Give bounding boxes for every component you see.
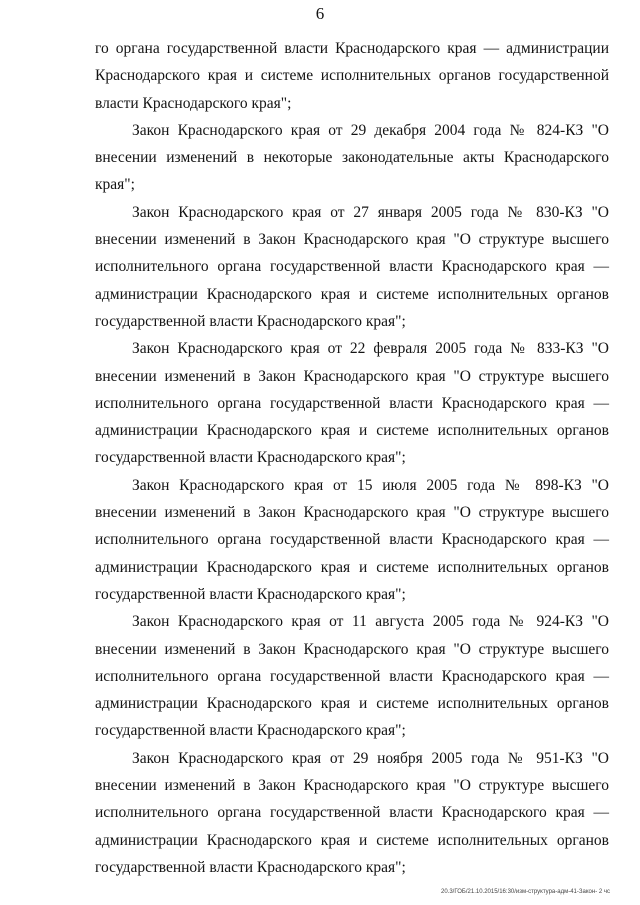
paragraph-law-951: Закон Краснодарского края от 29 ноября 2005 года № 951-КЗ "О внесении изменений в Закон Краснодарского края "О структуре высшего исполнительного органа государственной власти Краснодарского края — администрации Краснодарского края и системе исполнительных органов государственной власти Краснодарского края"; [95, 749, 609, 876]
paragraph-law-830: Закон Краснодарского края от 27 января 2005 года № 830-КЗ "О внесении изменений в Закон Краснодарского края "О структуре высшего исполнительного органа государственной власти Краснодарского края — администрации Краснодарского края и системе исполнительных органов государственной власти Краснодарского края"; [95, 203, 609, 330]
paragraph-law-833: Закон Краснодарского края от 22 февраля 2005 года № 833-КЗ "О внесении изменений в Закон Краснодарского края "О структуре высшего исполнительного органа государственной власти Краснодарского края — администрации Краснодарского края и системе исполнительных органов государственной власти Краснодарского края"; [95, 340, 609, 467]
page-number: 6 [315, 4, 325, 23]
paragraph-continuation: го органа государственной власти Краснодарского края — администрации Краснодарского края и системе исполнительных органов государственной власти Краснодарского края"; [95, 40, 609, 112]
paragraph-law-924: Закон Краснодарского края от 11 августа 2005 года № 924-КЗ "О внесении изменений в Закон Краснодарского края "О структуре высшего исполнительного органа государственной власти Краснодарского края — администрации Краснодарского края и системе исполнительных органов государственной власти Краснодарского края"; [95, 613, 609, 740]
footer-stamp: 20.3/ГОБ/21.10.2015/16:30/изм-структура-адм-41-Закон- 2 чс [441, 889, 610, 895]
document-body [95, 35, 609, 881]
paragraph-law-898: Закон Краснодарского края от 15 июля 2005 года № 898-КЗ "О внесении изменений в Закон Краснодарского края "О структуре высшего исполнительного органа государственной власти Краснодарского края — администрации Краснодарского края и системе исполнительных органов государственной власти Краснодарского края"; [95, 476, 609, 603]
paragraph-law-824: Закон Краснодарского края от 29 декабря 2004 года № 824-КЗ "О внесении изменений в некоторые законодательные акты Краснодарского края"; [95, 121, 609, 194]
